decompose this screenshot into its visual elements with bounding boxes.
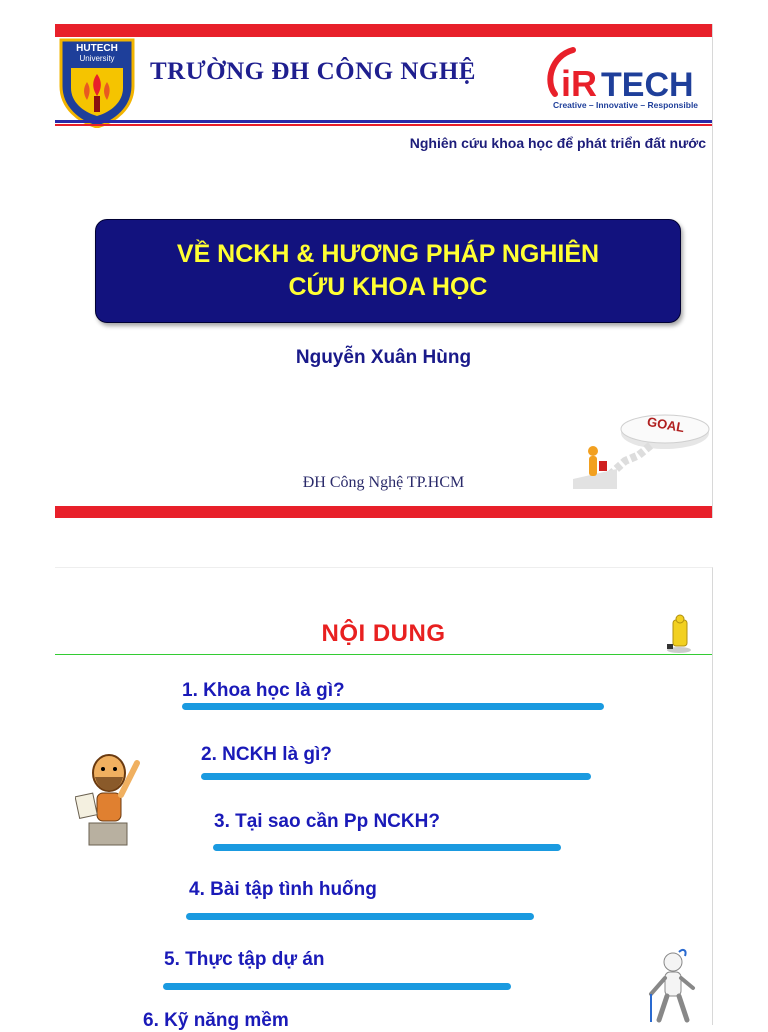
- caveman-clipart-icon: [75, 743, 151, 849]
- slide-title-line1: VỀ NCKH & HƯƠNG PHÁP NGHIÊN: [176, 240, 600, 268]
- goal-label: GOAL: [645, 413, 686, 436]
- toc-item-3: 3. Tại sao cần Pp NCKH?: [214, 811, 440, 832]
- toc-bar-3: [213, 844, 561, 851]
- toc-item-2: 2. NCKH là gì?: [201, 744, 332, 765]
- toc-bar-4: [186, 913, 534, 920]
- slide-title-line2: CỨU KHOA HỌC: [288, 273, 488, 301]
- title-box: [95, 219, 681, 323]
- logo-line2: University: [79, 54, 115, 63]
- brand-name-part2: TECH: [601, 66, 694, 104]
- walking-figure-clipart-icon: [643, 948, 703, 1025]
- author-name: Nguyễn Xuân Hùng: [295, 347, 472, 368]
- header-red-rule: [55, 124, 712, 126]
- toc-item-5: 5. Thực tập dự án: [164, 949, 325, 970]
- slide-title: [157, 238, 619, 304]
- footer-text: ĐH Công Nghệ TP.HCM: [302, 474, 465, 491]
- toc-bar-1: [182, 703, 604, 710]
- motto: Nghiên cứu khoa học để phát triển đất nước: [409, 135, 706, 151]
- logo-line1: HUTECH: [76, 43, 118, 54]
- school-name: TRƯỜNG ĐH CÔNG NGHỆ: [150, 58, 476, 85]
- hutech-shield-logo-icon: [57, 38, 137, 128]
- toc-bar-5: [163, 983, 511, 990]
- irtech-brand-logo: [543, 42, 713, 112]
- toc-item-1: 1. Khoa học là gì?: [182, 680, 345, 701]
- header-blue-rule: [55, 120, 712, 123]
- contents-slide: [55, 567, 713, 1031]
- toc-item-4: 4. Bài tập tình huống: [189, 879, 377, 900]
- toc-bar-2: [201, 773, 591, 780]
- toc-item-6: 6. Kỹ năng mềm: [143, 1010, 289, 1031]
- top-red-bar: [55, 24, 712, 37]
- heading-divider: [55, 654, 712, 655]
- bottom-red-bar: [55, 506, 712, 518]
- figure-clipart-icon: [663, 614, 695, 654]
- brand-name-part1: iR: [561, 63, 597, 104]
- brand-tagline: Creative – Innovative – Responsible: [553, 100, 699, 110]
- title-slide: [55, 24, 713, 518]
- contents-heading: NỘI DUNG: [321, 620, 446, 647]
